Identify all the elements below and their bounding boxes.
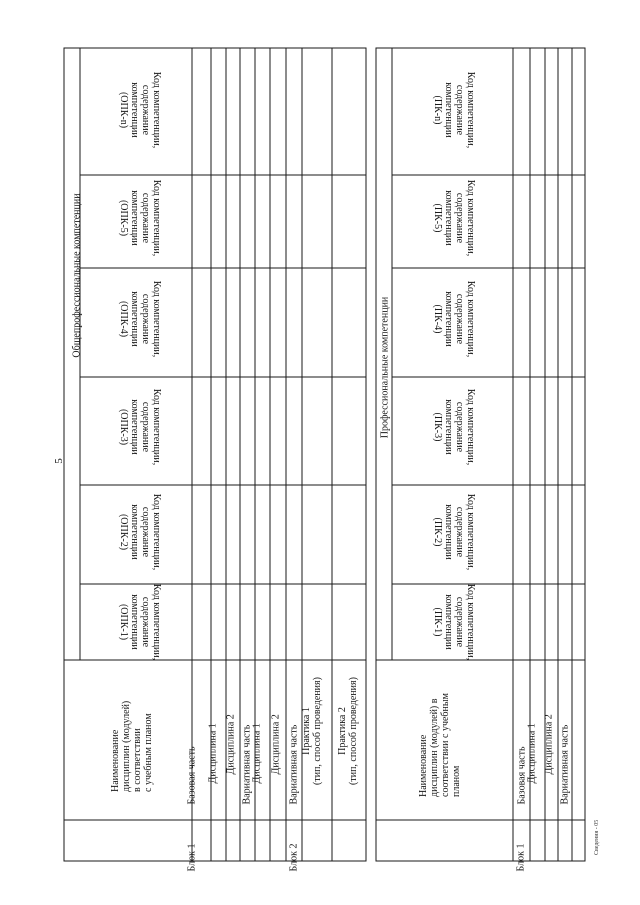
- table2-name-header: Наименование дисциплин (модулей) в соответствии с учебным планом: [418, 693, 462, 797]
- table1-row-name: Базовая часть: [186, 746, 198, 805]
- table2-group-header: Профессиональные компетенции: [379, 296, 391, 439]
- table1-comp-3: Код компетенции, содержание компетенции (ОПК-3): [118, 388, 162, 466]
- table1-row-practice1: Практика 1 (тип, способ проведения): [301, 677, 323, 785]
- table1-row-name: Вариативная часть: [241, 724, 253, 805]
- table1-row-name: Дисциплина 2: [225, 714, 237, 775]
- table1-comp-1: Код компетенции, содержание компетенции (ОПК-1): [118, 583, 162, 661]
- table1-name-header: Наименование дисциплин (модулей) в соответствии с учебным планом: [110, 700, 154, 792]
- table2-comp-3: Код компетенции, содержание компетенции (ПК-3): [432, 388, 476, 466]
- table1-row-name: Дисциплина 2: [270, 714, 282, 775]
- table2-row-name: Базовая часть: [516, 746, 528, 805]
- table2-comp-1: Код компетенции, содержание компетенции (ПК-1): [432, 583, 476, 661]
- table1-row-practice2: Практика 2 (тип, способ проведения): [337, 677, 359, 785]
- table1-row-block2: Блок 2: [288, 843, 300, 872]
- table1-comp-4: Код компетенции, содержание компетенции (ОПК-4): [118, 280, 162, 358]
- table1-row-block1: Блок 1: [186, 843, 198, 872]
- table1-row-name: Дисциплина 1: [251, 723, 263, 784]
- table1-comp-n: Код компетенции, содержание компетенции (ОПК-n): [118, 71, 162, 149]
- table1-comp-5: Код компетенции, содержание компетенции (ОПК-5): [118, 179, 162, 257]
- table2-comp-2: Код компетенции, содержание компетенции (ПК-2): [432, 493, 476, 571]
- table2-comp-4: Код компетенции, содержание компетенции (ПК-4): [432, 280, 476, 358]
- table1-row-name: Дисциплина 1: [207, 723, 219, 784]
- table2-comp-5: Код компетенции, содержание компетенции (ПК-5): [432, 179, 476, 257]
- table2-row-name: Дисциплина 1: [526, 723, 538, 784]
- table2-comp-n: Код компетенции, содержание компетенции (ПК-n): [432, 71, 476, 149]
- table1-row-name: Вариативная часть: [288, 724, 300, 805]
- table1-group-header: Общепрофессиональные компетенции: [71, 193, 83, 358]
- page-number: 5: [52, 458, 65, 464]
- table2-row-name: Дисциплина 2: [543, 714, 555, 775]
- footer-stamp: Сведения - 05: [594, 819, 600, 855]
- table2-row-name: Вариативная часть: [559, 724, 571, 805]
- table1-comp-2: Код компетенции, содержание компетенции (ОПК-2): [118, 493, 162, 571]
- table2-row-block1: Блок 1: [515, 843, 527, 872]
